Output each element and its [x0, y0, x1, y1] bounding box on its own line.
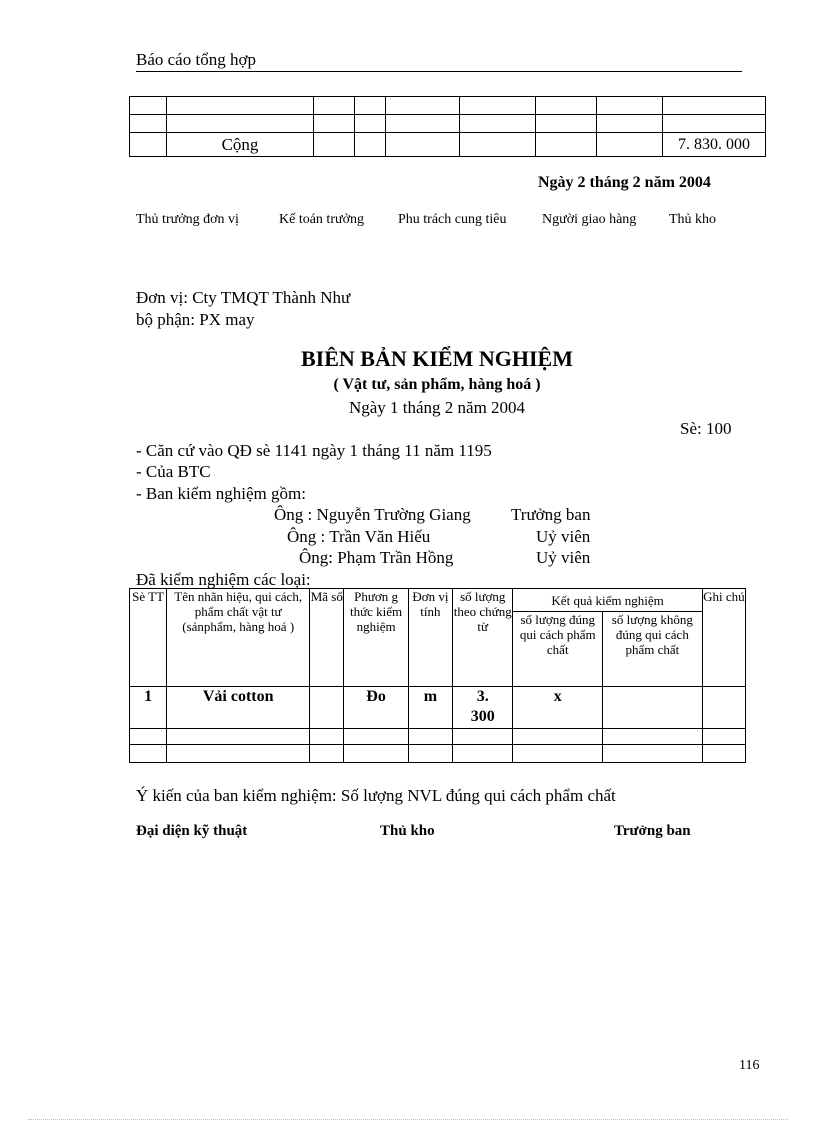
table-header-row: [130, 589, 746, 612]
cell-method: Đo: [344, 687, 408, 729]
cell-unit: m: [408, 687, 452, 729]
header-result-bad: số lượng không đúng qui cách phẩm chất: [603, 612, 703, 687]
cell-qty: 3. 300: [453, 687, 513, 729]
document-date: Ngày 1 tháng 2 năm 2004: [348, 398, 526, 417]
header-result-ok: số lượng đúng qui cách phẩm chất: [513, 612, 603, 687]
member-role: Trưởng ban: [511, 505, 591, 524]
header-title: Báo cáo tổng hợp: [136, 50, 256, 69]
table-row: [130, 729, 746, 745]
basis-line: - Của BTC: [136, 462, 211, 481]
header-rule: [136, 71, 742, 72]
header-result: Kết quả kiểm nghiệm: [513, 589, 702, 612]
signature-label: Phu trách cung tiêu: [398, 212, 507, 227]
header-note: Ghi chú: [702, 589, 745, 687]
member-role: Uỷ viên: [536, 527, 591, 546]
basis-line: - Căn cứ vào QĐ sè 1141 ngày 1 tháng 11 năm 1195: [136, 441, 492, 460]
table-row: [130, 115, 766, 133]
signature-label: Thủ kho: [669, 212, 717, 227]
header-method: Phươn g thức kiểm nghiệm: [344, 589, 408, 687]
header-unit: Đơn vị tính: [408, 589, 452, 687]
header-code: Mã số: [310, 589, 344, 687]
inspection-table: [129, 588, 746, 763]
basis-line: - Ban kiểm nghiệm gồm:: [136, 484, 306, 503]
committee-opinion: Ý kiến của ban kiểm nghiệm: Số lượng NVL đúng qui cách phẩm chất: [136, 786, 616, 805]
cell-note: [702, 687, 745, 729]
summary-table: [129, 96, 766, 157]
header-stt: Sè TT: [130, 589, 167, 687]
unit-line: Đơn vị: Cty TMQT Thành Như: [136, 288, 351, 307]
document-title: BIÊN BẢN KIỂM NGHIỆM: [301, 346, 573, 371]
department-line: bộ phận: PX may: [136, 310, 255, 329]
page-number: 116: [739, 1058, 760, 1073]
date-line: Ngày 2 tháng 2 năm 2004: [538, 174, 711, 191]
table-row: [130, 745, 746, 763]
cell-name: Vải cotton: [167, 687, 310, 729]
member-name: Ông : Nguyễn Trường Giang: [274, 505, 471, 524]
signature-label: Kế toán trưởng: [279, 212, 364, 227]
table-row: [130, 687, 746, 729]
member-name: Ông: Phạm Trần Hồng: [299, 548, 454, 567]
total-value: 7. 830. 000: [663, 133, 766, 157]
signature-label: Đại diện kỹ thuật: [136, 823, 248, 839]
checked-label: Đã kiểm nghiệm các loại:: [136, 570, 311, 589]
cell-bad: [603, 687, 703, 729]
cell-ok: x: [513, 687, 603, 729]
table-row: [130, 97, 766, 115]
cell-stt: 1: [130, 687, 167, 729]
table-row: [130, 133, 766, 157]
signature-label: Thủ trưởng đơn vị: [136, 212, 239, 227]
cell-code: [310, 687, 344, 729]
member-role: Uỷ viên: [536, 548, 591, 567]
total-label: Cộng: [167, 133, 314, 157]
document-subtitle: ( Vật tư, sản phẩm, hàng hoá ): [333, 376, 541, 393]
signature-label: Thủ kho: [380, 823, 435, 839]
member-name: Ông : Trần Văn Hiếu: [287, 527, 431, 546]
header-qty-doc: số lượng theo chứng từ: [453, 589, 513, 687]
header-name: Tên nhãn hiệu, qui cách, phẩm chất vật tư (sảnphẩm, hàng hoá ): [167, 589, 310, 687]
document-number: Sè: 100: [680, 419, 732, 438]
page-border: [28, 1119, 788, 1120]
signature-label: Trưởng ban: [614, 823, 691, 839]
signature-label: Người giao hàng: [542, 212, 637, 227]
